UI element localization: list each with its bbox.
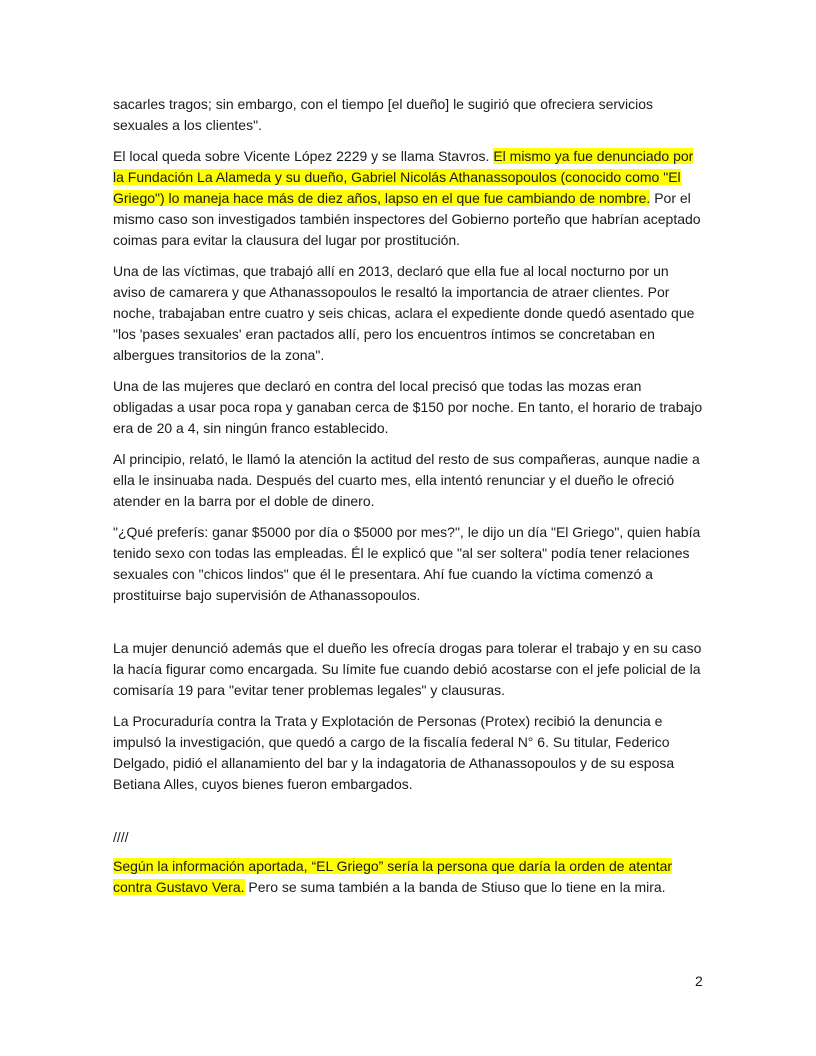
paragraph-1 <box>113 94 705 136</box>
paragraph-6-text: "¿Qué preferís: ganar $5000 por día o $5000 por mes?", le dijo un día "El Griego", quien había tenido sexo con todas las empleadas. Él le explicó que "al ser soltera" podía tener relaciones sexuales con "chicos lindos" que él le presentara. Ahí fue cuando la víctima comenzó a prostituirse bajo supervisión de Athanassopoulos. <box>113 524 701 603</box>
paragraph-2-text-b: Por el mismo caso son investigados también inspectores del Gobierno porteño que habrían aceptado coimas para evitar la clausura del lugar por prostitución. <box>113 190 701 248</box>
document-body <box>113 94 705 908</box>
paragraph-4-text: Una de las mujeres que declaró en contra del local precisó que todas las mozas eran obligadas a usar poca ropa y ganaban cerca de $150 por noche. En tanto, el horario de trabajo era de 20 a 4, sin ningún franco establecido. <box>113 378 703 436</box>
paragraph-7-text: La mujer denunció además que el dueño les ofrecía drogas para tolerar el trabajo y en su caso la hacía figurar como encargada. Su límite fue cuando debió acostarse con el jefe policial de la comisaría 19 para "evitar tener problemas legales" y clausuras. <box>113 640 702 698</box>
paragraph-2-highlight: El mismo ya fue denunciado por la Fundación La Alameda y su dueño, Gabriel Nicolás Athanassopoulos (conocido como "El Griego") lo maneja hace más de diez años, lapso en el que fue cambiando de nombre. <box>113 148 694 206</box>
paragraph-3-text: Una de las víctimas, que trabajó allí en 2013, declaró que ella fue al local nocturno por un aviso de camarera y que Athanassopoulos le resaltó la importancia de atraer clientes. Por noche, trabajaban entre cuatro y seis chicas, aclara el expediente donde quedó asentado que "los 'pases sexuales' eran pactados allí, pero los encuentros íntimos se concretaban en albergues transitorios de la zona". <box>113 263 695 363</box>
paragraph-2 <box>113 146 705 251</box>
paragraph-5-text: Al principio, relató, le llamó la atención la actitud del resto de sus compañeras, aunque nadie a ella le insinuaba nada. Después del cuarto mes, ella intentó renunciar y el dueño le ofreció atender en la barra por el doble de dinero. <box>113 451 700 509</box>
final-paragraph <box>113 856 705 898</box>
final-paragraph-highlight: Según la información aportada, “EL Griego” sería la persona que daría la orden de atentar contra Gustavo Vera. <box>113 858 673 895</box>
blank-line-2 <box>113 805 705 827</box>
paragraph-2-text-a: El local queda sobre Vicente López 2229 y se llama Stavros. <box>113 148 494 164</box>
section-separator: //// <box>113 829 129 845</box>
blank-line <box>113 616 705 638</box>
paragraph-8 <box>113 711 705 795</box>
paragraph-6 <box>113 522 705 606</box>
paragraph-4 <box>113 376 705 439</box>
paragraph-7 <box>113 638 705 701</box>
paragraph-5 <box>113 449 705 512</box>
paragraph-1-text: sacarles tragos; sin embargo, con el tiempo [el dueño] le sugirió que ofreciera servicios sexuales a los clientes". <box>113 96 654 133</box>
paragraph-8-text: La Procuraduría contra la Trata y Explotación de Personas (Protex) recibió la denuncia e impulsó la investigación, que quedó a cargo de la fiscalía federal N° 6. Su titular, Federico Delgado, pidió el allanamiento del bar y la indagatoria de Athanassopoulos y de su esposa Betiana Alles, cuyos bienes fueron embargados. <box>113 713 675 792</box>
page-number: 2 <box>695 973 703 989</box>
final-paragraph-text: Pero se suma también a la banda de Stiuso que lo tiene en la mira. <box>244 879 666 895</box>
paragraph-3 <box>113 261 705 366</box>
